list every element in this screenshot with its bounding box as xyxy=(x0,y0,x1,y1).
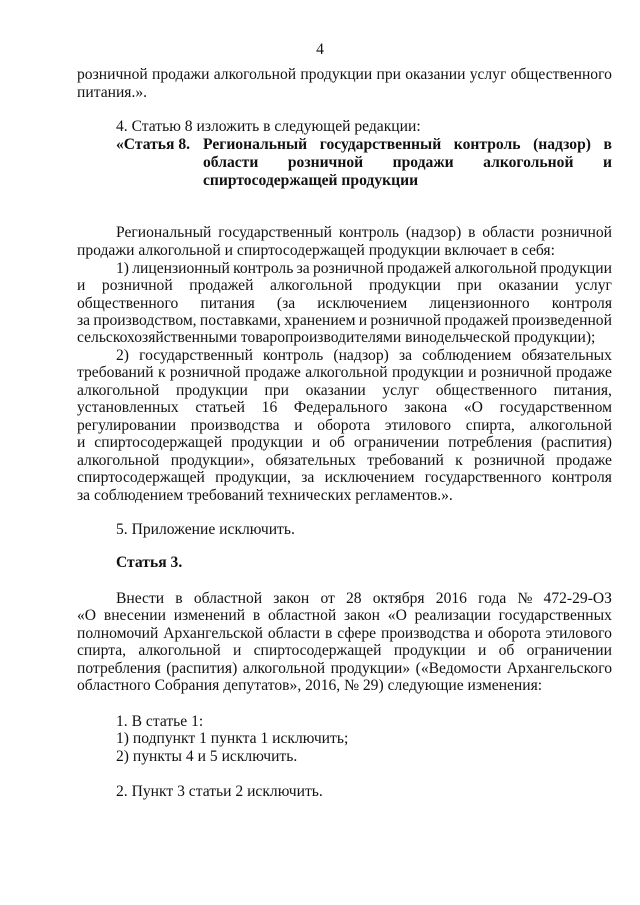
word: областной xyxy=(193,590,263,607)
word: 2016 xyxy=(435,590,467,607)
word: за xyxy=(301,469,315,486)
body-line: 2. Пункт 3 статьи 2 исключить. xyxy=(116,783,323,800)
word: 16 xyxy=(261,399,278,416)
word: контроль xyxy=(453,136,521,153)
word: года xyxy=(478,590,507,607)
word: закон xyxy=(344,607,381,624)
word: алкогольной xyxy=(270,277,353,294)
word: продукции xyxy=(368,277,441,294)
word: розничной xyxy=(480,364,552,381)
word: алкогольной xyxy=(454,260,537,277)
word: при xyxy=(264,382,289,399)
word: 1) xyxy=(116,260,129,277)
word: исключением xyxy=(324,469,415,486)
word: 2) xyxy=(116,347,129,364)
word: Внести xyxy=(116,590,165,607)
word: продаже xyxy=(556,452,612,469)
word: в xyxy=(603,136,612,153)
word: (распития) xyxy=(166,660,238,677)
word: и xyxy=(294,417,303,434)
word: и xyxy=(358,312,368,329)
word: продажей xyxy=(444,312,509,329)
word: продаже xyxy=(556,364,612,381)
body-line xyxy=(77,642,612,660)
word: хранением xyxy=(284,312,356,329)
body-line xyxy=(77,607,612,625)
word: № xyxy=(517,590,533,607)
word: и xyxy=(468,364,477,381)
word: «О xyxy=(77,607,97,624)
word: (надзор) xyxy=(405,224,462,241)
word: оказании xyxy=(498,277,559,294)
word: при xyxy=(376,66,401,83)
body-line xyxy=(77,417,612,435)
word: при xyxy=(457,277,482,294)
word: и xyxy=(77,434,86,451)
word: алкогольной xyxy=(77,382,160,399)
word: ограничении xyxy=(353,434,440,451)
word: продукции xyxy=(540,260,612,277)
body-line: 2) пункты 4 и 5 исключить. xyxy=(116,748,298,765)
word: к xyxy=(157,364,166,381)
word: лицензионного xyxy=(429,295,530,312)
word: и xyxy=(77,277,86,294)
word: спирта, xyxy=(465,417,515,434)
word: (надзор) xyxy=(533,136,591,153)
word: продажей xyxy=(189,277,254,294)
word: к xyxy=(455,452,463,469)
word: алкогольной xyxy=(305,364,388,381)
word: и xyxy=(477,642,487,659)
body-line xyxy=(77,452,612,470)
word: услуг xyxy=(575,277,612,294)
word: контроля xyxy=(551,469,612,486)
word: продажи xyxy=(392,154,454,171)
body-line xyxy=(116,224,612,242)
word: («Ведомости xyxy=(415,660,502,677)
word: государственных xyxy=(498,607,612,624)
body-line xyxy=(116,347,612,365)
word: производства xyxy=(190,417,280,434)
word: розничной xyxy=(101,277,173,294)
body-line xyxy=(77,434,612,452)
body-line xyxy=(77,625,612,643)
word: поставками, xyxy=(199,312,281,329)
word: в xyxy=(324,625,333,642)
word: розничной xyxy=(169,364,241,381)
word: в xyxy=(252,607,261,624)
body-line xyxy=(77,382,612,400)
word: ограничении xyxy=(526,642,612,659)
word: установленных xyxy=(77,399,179,416)
word: спиртосодержащей xyxy=(77,469,205,486)
body-line xyxy=(77,277,612,295)
word: требований xyxy=(367,452,444,469)
word: розничной xyxy=(370,312,442,329)
page-number: 4 xyxy=(316,41,324,58)
word: алкогольной xyxy=(483,154,574,171)
word: общественного xyxy=(435,382,537,399)
word: потребления xyxy=(77,660,161,677)
word: области xyxy=(267,625,321,642)
body-line xyxy=(77,295,612,313)
word: оборота xyxy=(487,625,541,642)
word: «О xyxy=(463,399,483,416)
word: продукции xyxy=(393,642,466,659)
word: государственный xyxy=(218,224,333,241)
word: контроль xyxy=(233,260,294,277)
body-line: 5. Приложение исключить. xyxy=(116,521,295,538)
word: продаже xyxy=(245,364,301,381)
word: алкогольной xyxy=(529,417,612,434)
word: контроль xyxy=(263,347,324,364)
word: розничной xyxy=(77,66,148,83)
word: алкогольной xyxy=(138,642,221,659)
word: контроля xyxy=(551,295,612,312)
body-line: за соблюдением требований технических регламентов.». xyxy=(77,487,453,504)
word: алкогольной xyxy=(77,452,160,469)
word: обязательных xyxy=(265,452,356,469)
word: внесении xyxy=(103,607,166,624)
word: соблюдением xyxy=(422,347,512,364)
word: в xyxy=(468,224,476,241)
word: спиртосодержащей xyxy=(253,642,382,659)
word: лицензионный xyxy=(132,260,230,277)
word: контроль xyxy=(338,224,400,241)
word: розничной xyxy=(287,154,364,171)
word: об xyxy=(329,434,345,451)
body-line xyxy=(77,399,612,417)
word: розничной xyxy=(312,260,384,277)
word: государственный xyxy=(319,136,442,153)
word: «О xyxy=(387,607,407,624)
word: продукции», xyxy=(170,452,255,469)
word: этилового xyxy=(384,417,452,434)
word: государственном xyxy=(499,399,612,416)
word: производством, xyxy=(93,312,197,329)
word: спиртосодержащей xyxy=(94,434,223,451)
body-line: сельскохозяйственными товаропроизводителями винодельческой продукции); xyxy=(77,329,596,346)
word: алкогольной xyxy=(242,660,326,677)
body-line: 1. В статье 1: xyxy=(116,713,204,730)
word: в xyxy=(175,590,183,607)
word: произведенной xyxy=(511,312,612,329)
word: розничной xyxy=(541,224,612,241)
word: требований xyxy=(77,364,154,381)
word: производства xyxy=(380,625,470,642)
word: продукции xyxy=(231,434,303,451)
word: и xyxy=(311,434,321,451)
word: сфере xyxy=(337,625,377,642)
word: общественного xyxy=(510,66,612,83)
word: Региональный xyxy=(203,136,308,153)
word: Региональный xyxy=(116,224,212,241)
word: алкогольной xyxy=(213,66,297,83)
word: (за xyxy=(276,295,296,312)
word: продукции xyxy=(300,66,373,83)
word: услуг xyxy=(382,382,420,399)
body-line: областного Собрания депутатов», 2016, № 29) следующие изменения: xyxy=(77,677,543,694)
word: закон xyxy=(273,590,310,607)
word: оборота xyxy=(317,417,371,434)
word: области xyxy=(482,224,535,241)
word: продукции xyxy=(176,382,248,399)
body-line: 1) подпункт 1 пункта 1 исключить; xyxy=(116,730,349,747)
word: питания, xyxy=(553,382,612,399)
word: розничной xyxy=(474,452,545,469)
word: октября xyxy=(372,590,425,607)
word: исключением xyxy=(317,295,408,312)
word: закона xyxy=(404,399,448,416)
article-label: «Статья 8. xyxy=(116,136,191,153)
word: продукции xyxy=(391,364,464,381)
word: 472-29-ОЗ xyxy=(543,590,612,607)
word: изменений xyxy=(173,607,246,624)
word: за xyxy=(398,347,413,364)
body-line: 4. Статью 8 изложить в следующей редакции: xyxy=(116,118,421,135)
word: (распития) xyxy=(540,434,612,451)
word: за xyxy=(77,312,91,329)
word: государственный xyxy=(139,347,253,364)
word: Архангельского xyxy=(506,660,612,677)
body-line xyxy=(77,660,612,678)
section-heading: Статья 3. xyxy=(116,554,183,571)
word: области xyxy=(203,154,259,171)
word: полномочий xyxy=(77,625,159,642)
word: об xyxy=(498,642,515,659)
word: обязательных xyxy=(521,347,612,364)
word: услуг xyxy=(469,66,507,83)
body-line xyxy=(77,312,612,330)
body-line xyxy=(77,469,612,487)
word: регулировании xyxy=(77,417,177,434)
word: общественного xyxy=(77,295,179,312)
word: этилового xyxy=(545,625,612,642)
word: продукции» xyxy=(330,660,411,677)
body-line xyxy=(77,364,612,382)
word: от xyxy=(320,590,335,607)
word: питания xyxy=(200,295,255,312)
article-title xyxy=(203,136,612,154)
word: реализации xyxy=(414,607,491,624)
body-line xyxy=(77,66,612,84)
body-line xyxy=(116,590,612,608)
body-line: питания.». xyxy=(77,84,148,101)
word: продажей xyxy=(386,260,452,277)
body-line xyxy=(116,260,612,278)
word: и xyxy=(602,154,612,171)
word: потребления xyxy=(448,434,532,451)
article-title: спиртосодержащей продукции xyxy=(203,172,419,189)
word: спирта, xyxy=(77,642,127,659)
word: и xyxy=(233,642,242,659)
word: (надзор) xyxy=(333,347,389,364)
word: продукции, xyxy=(215,469,291,486)
word: Федерального xyxy=(293,399,388,416)
word: оказании xyxy=(305,382,366,399)
article-title xyxy=(203,154,612,172)
body-line: продажи алкогольной и спиртосодержащей продукции включает в себя: xyxy=(77,242,555,259)
word: статьей xyxy=(195,399,245,416)
word: государственного xyxy=(424,469,542,486)
word: и xyxy=(474,625,484,642)
word: оказании xyxy=(405,66,466,83)
word: 28 xyxy=(346,590,362,607)
word: за xyxy=(296,260,310,277)
word: областной xyxy=(267,607,337,624)
word: Архангельской xyxy=(163,625,264,642)
word: продажи xyxy=(152,66,210,83)
